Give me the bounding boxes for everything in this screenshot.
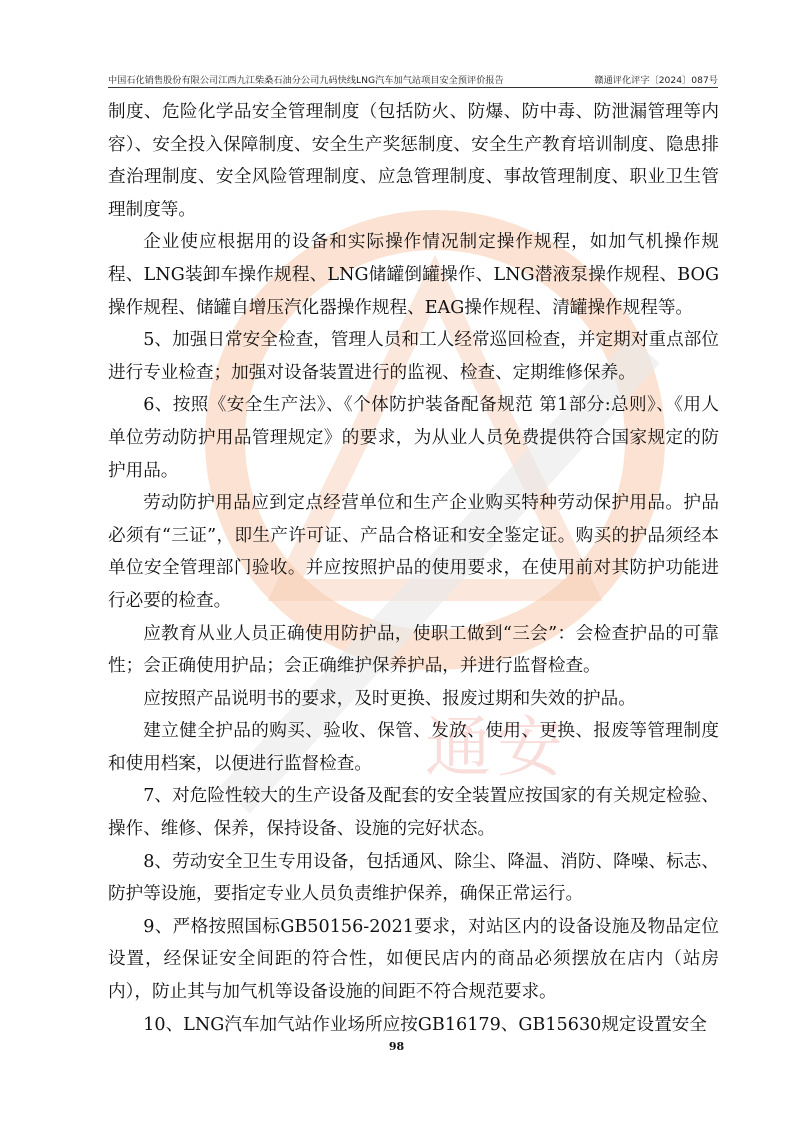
document-body [108,96,719,1041]
paragraph: 8、劳动安全卫生专用设备，包括通风、除尘、降温、消防、降噪、标志、防护等设施，要指定专业人员负责维护保养，确保正常运行。 [108,851,719,905]
paragraph: 制度、危险化学品安全管理制度（包括防火、防爆、防中毒、防泄漏管理等内容）、安全投入保障制度、安全生产奖惩制度、安全生产教育培训制度、隐患排查治理制度、安全风险管理制度、应急管理制度、事故管理制度、职业卫生管理制度等。 [108,102,719,220]
header-report-number: 赣通评化评字〔2024〕087号 [594,75,718,86]
paragraph: 6、按照《安全生产法》、《个体防护装备配备规范 第1部分:总则》、《用人单位劳动防护用品管理规定》的要求，为从业人员免费提供符合国家规定的防护用品。 [108,395,719,481]
header-title: 中国石化销售股份有限公司江西九江柴桑石油分公司九码快线LNG汽车加气站项目安全预评价报告 [108,75,504,86]
paragraph: 7、对危险性较大的生产设备及配套的安全装置应按国家的有关规定检验、操作、维修、保养，保持设备、设施的完好状态。 [108,786,719,840]
paragraph: 应按照产品说明书的要求，及时更换、报废过期和失效的护品。 [143,688,636,709]
header-divider [108,87,718,88]
paragraph: 9、严格按照国标GB50156-2021要求，对站区内的设备设施及物品定位设置，经保证安全间距的符合性，如便民店内的商品必须摆放在店内（站房内），防止其与加气机等设备设施的间距不符合规范要求。 [108,916,719,1003]
paragraph: 劳动防护用品应到定点经营单位和生产企业购买特种劳动保护用品。护品必须有“三证”，即生产许可证、产品合格证和安全鉴定证。购买的护品须经本单位安全管理部门验收。并应按照护品的使用要求，在使用前对其防护功能进行必要的检查。 [108,493,719,611]
page-header [108,70,718,86]
page-number: 98 [388,1040,405,1053]
paragraph: 应教育从业人员正确使用防护品，使职工做到“三会”：会检查护品的可靠性；会正确使用护品；会正确维护保养护品，并进行监督检查。 [108,623,719,677]
paragraph: 5、加强日常安全检查，管理人员和工人经常巡回检查，并定期对重点部位进行专业检查；加强对设备装置进行的监视、检查、定期维修保养。 [108,330,719,383]
watermark-text: 通安 [425,709,569,786]
paragraph: 建立健全护品的购买、验收、保管、发放、使用、更换、报废等管理制度和使用档案，以便进行监督检查。 [108,721,719,774]
paragraph: 企业使应根据用的设备和实际操作情况制定操作规程，如加气机操作规程、LNG装卸车操作规程、LNG储罐倒罐操作、LNG潜液泵操作规程、BOG操作规程、储罐自增压汽化器操作规程、EAG操作规程、清罐操作规程等。 [108,232,719,318]
paragraph: 10、LNG汽车加气站作业场所应按GB16179、GB15630规定设置安全 [143,1014,707,1035]
